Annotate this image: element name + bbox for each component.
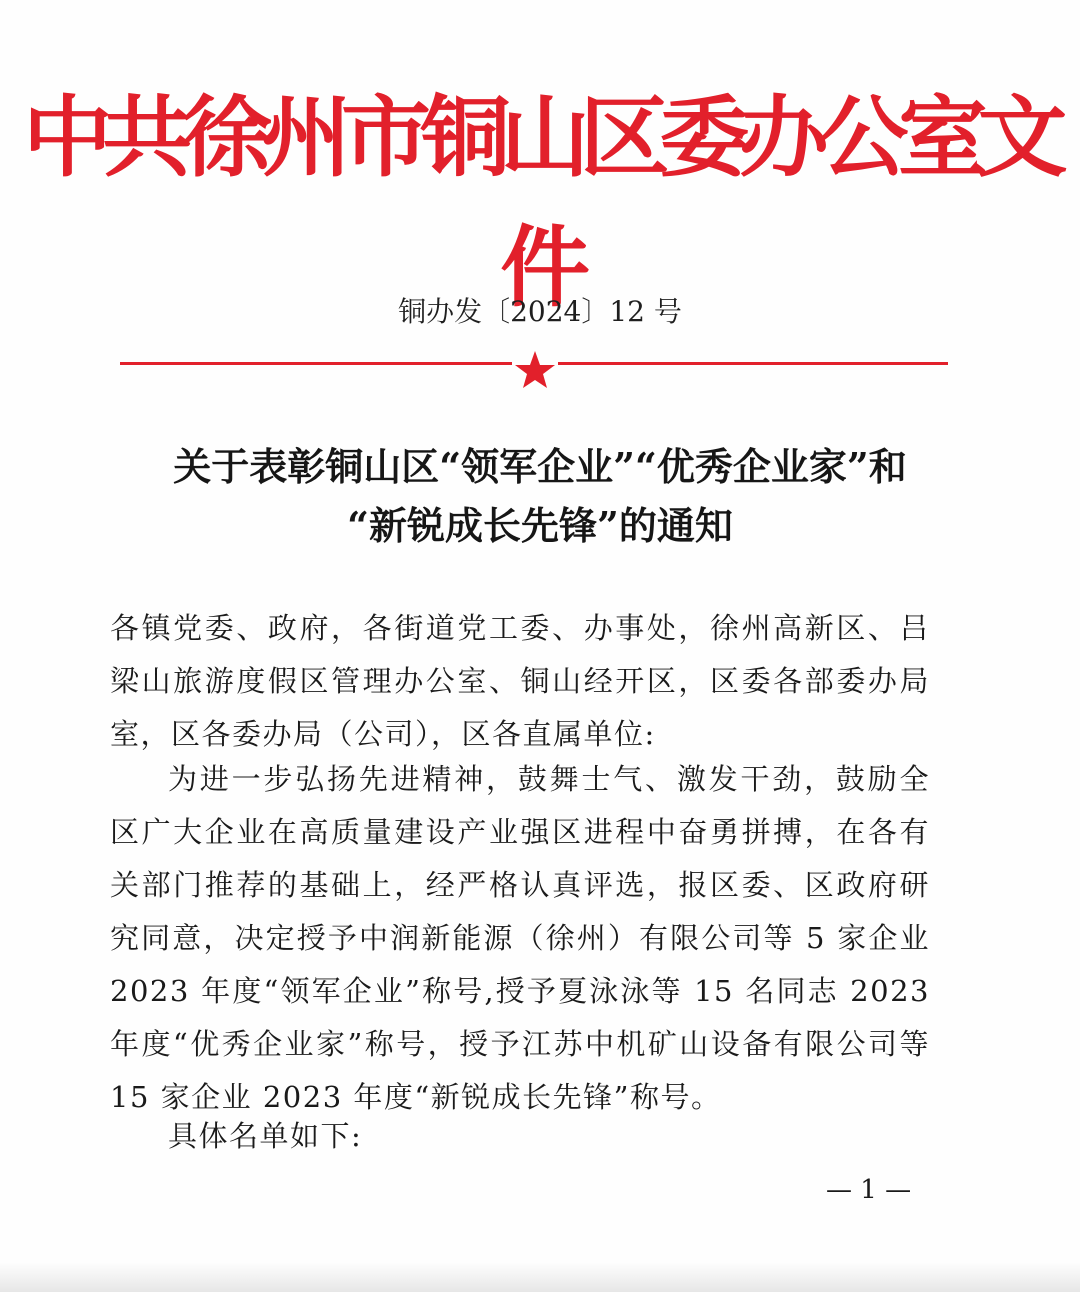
notice-title-line-1: 关于表彰铜山区“领军企业”“优秀企业家”和 <box>173 444 907 489</box>
main-paragraph: 为进一步弘扬先进精神，鼓舞士气、激发干劲，鼓励全区广大企业在高质量建设产业强区进程中奋勇拼搏，在各有关部门推荐的基础上，经严格认真评选，报区委、区政府研究同意，决定授予中润新能源（徐州）有限公司等 5 家企业 2023 年度“领军企业”称号,授予夏泳泳等 15 名同志 2023 年度“优秀企业家”称号，授予江苏中机矿山设备有限公司等 15 家企业 2023 年度“新锐成长先锋”称号。 <box>110 762 930 1114</box>
page-bottom-edge <box>0 1262 1080 1292</box>
star-icon <box>514 350 556 390</box>
addressee-paragraph: 各镇党委、政府，各街道党工委、办事处，徐州高新区、吕梁山旅游度假区管理办公室、铜山经开区，区委各部委办局室，区各委办局（公司），区各直属单位: <box>110 611 930 751</box>
list-intro-paragraph: 具体名单如下: <box>168 1119 363 1153</box>
red-divider-right <box>558 362 948 365</box>
notice-title-line-2: “新锐成长先锋”的通知 <box>347 503 733 548</box>
document-number: 铜办发〔2024〕12 号 <box>398 295 682 328</box>
red-divider-left <box>120 362 512 365</box>
org-header-title: 中共徐州市铜山区委办公室文件 <box>22 85 1058 319</box>
page-number: — 1 — <box>826 1175 912 1205</box>
